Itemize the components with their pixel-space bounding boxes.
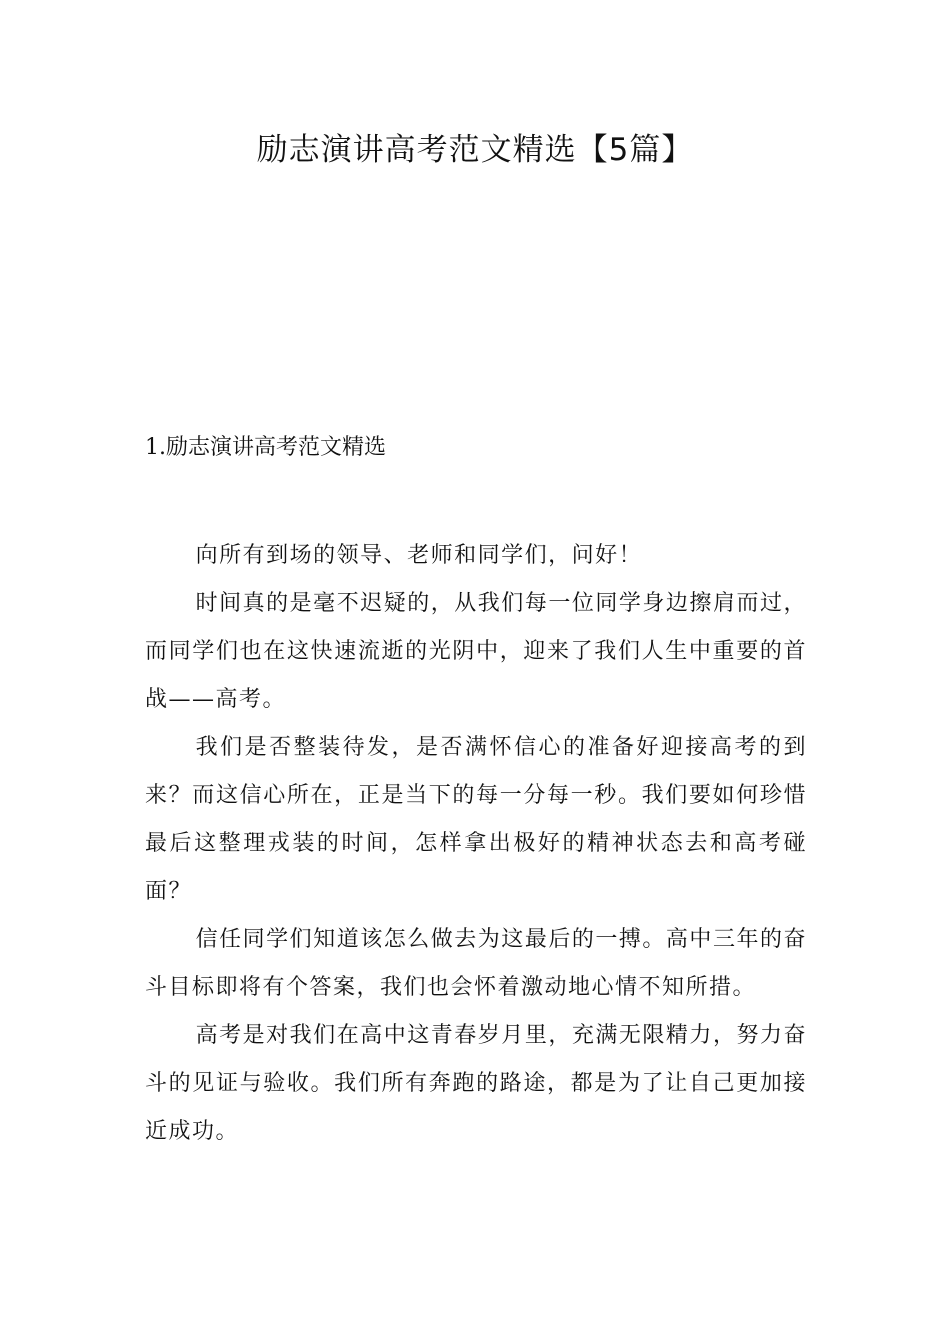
paragraph: 时间真的是毫不迟疑的，从我们每一位同学身边擦肩而过，而同学们也在这快速流逝的光阴中，迎来了我们人生中重要的首战——高考。 <box>145 591 807 712</box>
paragraph: 向所有到场的领导、老师和同学们，问好！ <box>195 543 643 568</box>
document-title: 励志演讲高考范文精选【5篇】 <box>256 132 694 168</box>
paragraph: 高考是对我们在高中这青春岁月里，充满无限精力，努力奋斗的见证与验收。我们所有奔跑的路途，都是为了让自己更加接近成功。 <box>145 1023 807 1144</box>
section-heading: 1.励志演讲高考范文精选 <box>145 435 386 460</box>
body-text <box>145 532 807 1156</box>
paragraph: 信任同学们知道该怎么做去为这最后的一搏。高中三年的奋斗目标即将有个答案，我们也会怀着激动地心情不知所措。 <box>145 927 807 1000</box>
paragraph: 我们是否整装待发，是否满怀信心的准备好迎接高考的到来？而这信心所在，正是当下的每一分每一秒。我们要如何珍惜最后这整理戎装的时间，怎样拿出极好的精神状态去和高考碰面？ <box>145 735 807 904</box>
